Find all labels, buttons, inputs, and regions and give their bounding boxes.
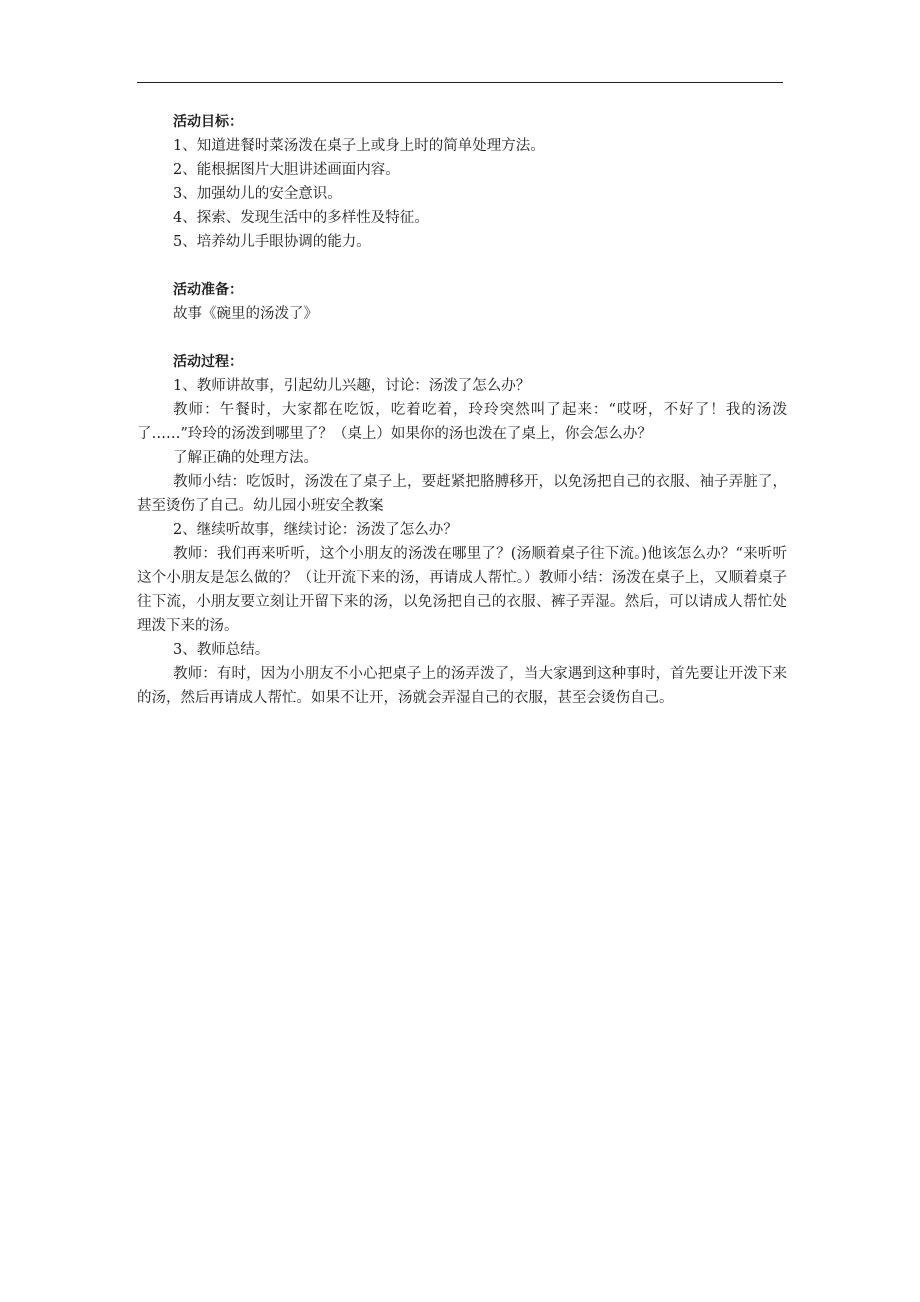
process-paragraph: 教师：我们再来听听，这个小朋友的汤泼在哪里了？(汤顺着桌子往下流。)他该怎么办？“来听听这个小朋友是怎么做的？（让开流下来的汤，再请成人帮忙。）教师小结：汤泼在桌子上，又顺着桌子往下流，小朋友要立刻让开留下来的汤，以免汤把自己的衣服、裤子弄湿。然后，可以请成人帮忙处理泼下来的汤。 [137,546,787,634]
goal-item: 3、加强幼儿的安全意识。 [173,186,342,202]
process-paragraph: 了解正确的处理方法。 [173,450,318,466]
header-rule [137,82,783,83]
goal-item: 2、能根据图片大胆讲述画面内容。 [173,162,400,178]
goal-item: 4、探索、发现生活中的多样性及特征。 [173,210,429,226]
goal-item: 1、知道进餐时菜汤泼在桌子上或身上时的简单处理方法。 [173,138,545,154]
preparation-text: 故事《碗里的汤泼了》 [173,306,318,322]
document-body [137,110,787,710]
section-gap [137,254,787,278]
goal-item: 5、培养幼儿手眼协调的能力。 [173,234,371,250]
process-paragraph: 1、教师讲故事，引起幼儿兴趣，讨论：汤泼了怎么办？ [173,378,531,394]
process-paragraph: 3、教师总结。 [173,642,270,658]
goals-heading: 活动目标： [173,114,243,130]
process-paragraph: 教师：有时，因为小朋友不小心把桌子上的汤弄泼了，当大家遇到这种事时，首先要让开泼下来的汤，然后再请成人帮忙。如果不让开，汤就会弄湿自己的衣服，甚至会烫伤自己。 [137,666,787,706]
process-paragraph: 2、继续听故事，继续讨论：汤泼了怎么办？ [173,522,458,538]
process-paragraph: 教师：午餐时，大家都在吃饭，吃着吃着，玲玲突然叫了起来：“哎呀，不好了！我的汤泼了……”玲玲的汤泼到哪里了？（桌上）如果你的汤也泼在了桌上，你会怎么办？ [137,402,787,442]
preparation-heading: 活动准备： [173,282,243,298]
process-paragraph: 教师小结：吃饭时，汤泼在了桌子上，要赶紧把胳膊移开，以免汤把自己的衣服、袖子弄脏了，甚至烫伤了自己。幼儿园小班安全教案 [137,474,787,514]
process-heading: 活动过程： [173,354,243,370]
section-gap [137,326,787,350]
